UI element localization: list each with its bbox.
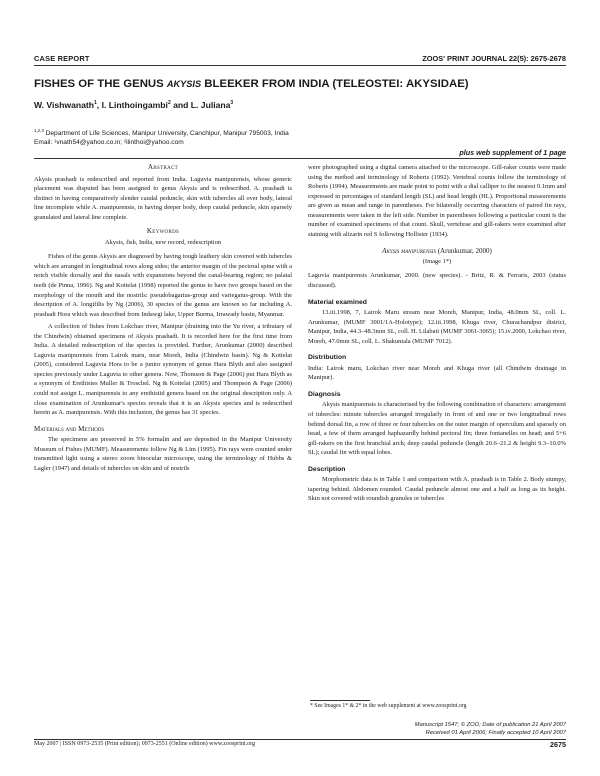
distribution-heading: Distribution (308, 354, 347, 362)
author-list: W. Vishwanath$^1$, I. Linthoingambi$^2$ and L. Juliana$^3$ (34, 100, 234, 110)
keywords-heading: Keywords (146, 227, 180, 236)
material-text: 13.iii.1998, 7, Lairok Maru stream near Moreh, Manipur, India, 48.0mm SL, coll. L. Arunkumar, (MUMF 3001/1A-Holotype); 12.iii.1998, Khuga river, Churachandpur district, Manipur, India, 44.3–48.3mm SL, coll. H. Lilabati (MUMF 3061-3065); 15.iv.2000, Lokchao river, Moreh, 47.0mm SL, coll. L. Shakuntala (MUMF 7012). (308, 309, 566, 345)
email-line: Email: ¹vnath54@yahoo.co.in; ²ilinthoi@yahoo.com (34, 139, 184, 147)
species-heading: Akysis manipurensis (Arunkumar, 2000) (382, 247, 492, 256)
description-text: Morphometric data is in Table 1 and comparison with A. prashadi is in Table 2. Body stumpy, tapering behind. Abdomen rounded. Caudal peduncle almost one and a half as long as its height. Skin not covered with roundish granules or tubercles (308, 476, 566, 503)
methods-heading: Materials and Methods (34, 424, 105, 433)
description-heading: Description (308, 465, 346, 473)
methods-continued: were photographed using a digital camera attached to the microscope. Gill-raker counts were made using the method and terminology of Roberts (1992). Vertebral counts follow the terminology of Roberts (1994). Measurements are made point to point with a dial calliper to the nearest 0.1mm and expressed in percentages of standard length (SL) and head length (HL). Proportional measurements are given as mean and range in parentheses. For bilaterally occurring characters of paired fin rays, measurements were taken in the left side. Number in parentheses following a particular count is the number of examined specimens of that count. Skull, vertebrae and gill-rakers were examined after staining with alizarin red S following Hollister (1934). (308, 164, 566, 238)
abstract-heading: Abstract (148, 163, 178, 171)
diagnosis-heading: Diagnosis (308, 390, 341, 398)
distribution-text: India: Lairok maru, Lokchao river near Moreh and Khuga river (all Chindwin drainage in Manipur). (308, 364, 566, 382)
methods-paragraph: The specimens are preserved in 5% formalin and are deposited in the Manipur University Museum of Fishes (MUMF). Measurements follow Ng & Lim (1995). Fin rays were counted under transmitted light using a stereo zoom binocular microscope, using the terminology of Hubbs & Lagler (1947) and details of tubercles on skin and of nostrils (34, 436, 292, 472)
supplement-rule (34, 158, 566, 159)
affiliation: $^{1,2,3}$ Department of Life Sciences, Manipur University, Canchipur, Manipur 795003, India Email: ¹vnath54@yahoo.co.in; ²ilinthoi@yahoo.com (34, 128, 289, 147)
material-heading: Material examined (308, 298, 367, 306)
manuscript-info: Manuscript 1547; © ZOO; Date of publication 21 April 2007 Received 01 April 2006; Finally accepted 10 April 2007 (414, 722, 566, 736)
diagnosis-text: Akysis manipurensis is characterised by the following combination of characters: arrangement of tubercles: minute tubercles arranged irregularly in front of and one or two longitudinal rows behind dorsal fin, a row of three or four tubercles on the outer margin of operculum and sparsely on head, a few of them arranged haphazardly behind pectoral fin; three fontanelles on head; and 5+6 gill-rakers on the first branchial arch; deep caudal peduncle (length 20.6–21.2 & height 9.3–10.0% SL); caudal fin with equal lobes. (308, 401, 566, 457)
footnote-rule (310, 700, 370, 701)
footnote: * See Images 1* & 2* in the web supplement at www.zoosprint.org (310, 703, 467, 709)
running-head-right: ZOOS' PRINT JOURNAL 22(5): 2675-2678 (422, 54, 566, 63)
left-column (34, 163, 292, 473)
intro-paragraph-1: Fishes of the genus Akysis are diagnosed by having tough leathery skin covered with tubercles which are arranged in longitudinal rows along sides; the anterior margin of the pectoral spine with a notch visible dorsally and the nasals with expansions beyond the canal-bearing region; no palatal teeth (de Pinna, 1996). Ng and Kottelat (1998) reported the genus to have two groups based on the morphology of the mouth and the nostrils: pseudobagarius-group and variegatus-group. With the description of A. longifilis by Ng (2006), 30 species of the genus are known so far including A. prashadi Hora which was described from Indawgi lake, Upper Burma, Irrawady basin, Myanmar. (34, 253, 292, 318)
image-reference: (Image 1*) (422, 257, 452, 265)
running-head-left: CASE REPORT (34, 54, 90, 63)
keywords-text: Akysis, fish, India, new record, redescription (104, 238, 222, 246)
right-column (308, 163, 566, 504)
abstract-text: Akysis prashadi is redescribed and reported from India. Laguvia manipurensis, whose generic placement was disputed has been assigned to genus Akysis and is redescribed. A. prashadi is distinct in having comparatively slender caudal peduncle, skin with tubercles all over body, lateral line incomplete while A. manipurensis, in having deeper body, deep caudal peduncle, skin sparsely granulated and lateral line complete. (34, 175, 292, 221)
page-number: 2675 (550, 740, 566, 749)
synonymy: Laguvia manipurensis Arunkumar, 2000. (new species). - Britz, R. & Ferraris, 2003 (status discussed). (308, 272, 566, 290)
intro-paragraph-2: A collection of fishes from Lokchao river, Manipur (draining into the Yu river, a tributary of the Chindwin) obtained specimens of Akysis prashadi. It is recorded here for the first time from India. A detailed redescription of the species is provided. Further, Arunkumar (2000) described Laguvia manipurensis from Lairok maru, near Moreh, India (Chindwin basin). Ng & Kottelat (2005), considered Laguvia Hora to be a junior synonym of genus Hara Blyth and also assigned species previously under Laguvia to other genera. Now, Thomson & Page (2006) put Hara Blyth as a synonym of Erethistes Muller & Troschel. Ng & Kottelat (2005) and Thompson & Page (2006) could not assign L. manipurensis to any erethistid genera based on the original description only. A close examination of Arunkumar's species reveals that it is an Akysis species and is redescribed herein as A. manipurensis. With this inclusion, the genus has 31 species. (34, 323, 292, 417)
header-rule (34, 65, 566, 66)
article-title: FISHES OF THE GENUS AKYSIS BLEEKER FROM INDIA (TELEOSTEI: AKYSIDAE) (34, 78, 469, 90)
web-supplement-note: plus web supplement of 1 page (459, 148, 566, 157)
footer-issn: May 2007 | ISSN 0973-2535 (Print edition); 0973-2551 (Online edition) www.zoosprint.org (34, 741, 256, 747)
title-genus: AKYSIS (166, 79, 202, 89)
footer-rule (34, 739, 566, 740)
